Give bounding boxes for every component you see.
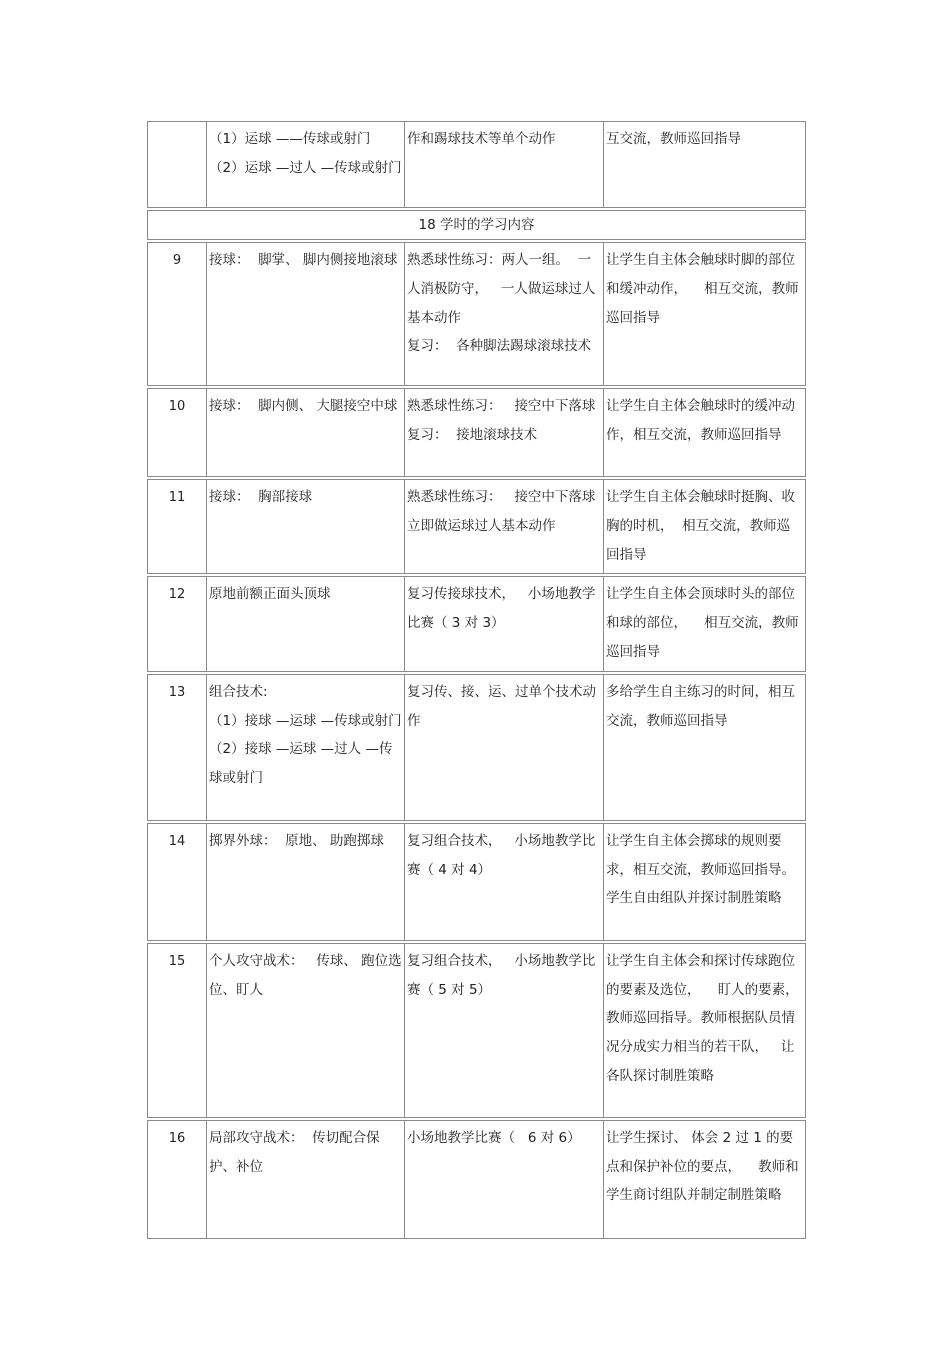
cell-line: 作和踢球技术等单个动作 [407, 131, 556, 147]
content-cell [207, 674, 405, 820]
cell-line: 复习传、接、运、过单个技术动作 [407, 683, 596, 729]
lesson-table [147, 121, 806, 1239]
section-header-row [148, 211, 806, 240]
lesson-number: 11 [148, 480, 207, 574]
cell-line: 互交流，教师巡回指导 [606, 131, 741, 147]
guidance-cell [604, 389, 806, 477]
table-row [148, 480, 806, 574]
cell-line: 接球： 脚内侧、 大腿接空中球 [209, 398, 398, 414]
cell-line: （1）接球 —运球 —传球或射门 [209, 712, 402, 729]
document-page [147, 121, 805, 1239]
cell-line: 多给学生自主练习的时间，相互交流，教师巡回指导 [606, 683, 795, 729]
content-cell [207, 823, 405, 940]
guidance-cell [604, 674, 806, 820]
lesson-number: 10 [148, 389, 207, 477]
cell-line: 让学生自主体会掷球的规则要求，相互交流，教师巡回指导。 学生自由组队并探讨制胜策略 [606, 832, 800, 907]
guidance-cell [604, 243, 806, 386]
cell-line: 掷界外球： 原地、 助跑掷球 [209, 832, 384, 849]
cell-line: 局部攻守战术： 传切配合保护、补位 [209, 1129, 380, 1175]
cell-line: （2）接球 —运球 —过人 —传球或射门 [209, 741, 393, 787]
table-row [148, 1120, 806, 1238]
cell-line: （1）运球 ——传球或射门 [209, 131, 371, 147]
cell-line: 让学生探讨、 体会 2 过 1 的要点和保护补位的要点， 教师和学生商讨组队并制定制胜策略 [606, 1129, 799, 1204]
cell-line: 复习： 各种脚法踢球滚球技术 [407, 338, 592, 355]
table-row [148, 243, 806, 386]
cell-line: 复习组合技术， 小场地教学比赛（ 4 对 4） [407, 832, 596, 878]
guidance-cell [604, 823, 806, 940]
method-cell [405, 122, 604, 208]
content-cell [207, 1120, 405, 1238]
lesson-number: 16 [148, 1120, 207, 1238]
cell-line: 复习组合技术， 小场地教学比赛（ 5 对 5） [407, 952, 596, 998]
table-row [148, 577, 806, 671]
cell-line: 接球： 胸部接球 [209, 489, 313, 505]
guidance-cell [604, 1120, 806, 1238]
method-cell [405, 823, 604, 940]
table-row [148, 674, 806, 820]
table-row [148, 943, 806, 1117]
lesson-number: 13 [148, 674, 207, 820]
cell-line: 熟悉球性练习：两人一组。 一人消极防守， 一人做运球过人基本动作 [407, 252, 596, 326]
guidance-cell [604, 122, 806, 208]
content-cell [207, 943, 405, 1117]
cell-line: 复习传接球技术， 小场地教学比赛（ 3 对 3） [407, 586, 596, 632]
content-cell [207, 243, 405, 386]
cell-line: 组合技术: [209, 683, 268, 700]
cell-line: 熟悉球性练习： 接空中下落球 [407, 398, 596, 414]
lesson-number: 12 [148, 577, 207, 671]
cell-line: 接球： 脚掌、 脚内侧接地滚球 [209, 252, 398, 268]
cell-line: 让学生自主体会触球时的缓冲动作，相互交流，教师巡回指导 [606, 398, 795, 443]
method-cell [405, 943, 604, 1117]
section-title: 18 学时的学习内容 [148, 211, 806, 240]
cell-line: 小场地教学比赛（ 6 对 6） [407, 1129, 581, 1146]
cell-line: 让学生自主体会顶球时头的部位和球的部位， 相互交流，教师巡回指导 [606, 586, 799, 660]
content-cell [207, 577, 405, 671]
cell-line: 让学生自主体会触球时脚的部位和缓冲动作， 相互交流，教师巡回指导 [606, 252, 799, 326]
guidance-cell [604, 480, 806, 574]
table-row [148, 122, 806, 208]
method-cell [405, 1120, 604, 1238]
method-cell [405, 243, 604, 386]
cell-line: 原地前额正面头顶球 [209, 586, 331, 603]
content-cell [207, 122, 405, 208]
method-cell [405, 389, 604, 477]
cell-line: 个人攻守战术： 传球、 跑位选位、盯人 [209, 952, 402, 998]
lesson-number: 15 [148, 943, 207, 1117]
cell-line: 让学生自主体会触球时挺胸、收胸的时机， 相互交流，教师巡回指导 [606, 489, 795, 563]
table-row [148, 823, 806, 940]
cell-line: 熟悉球性练习： 接空中下落球立即做运球过人基本动作 [407, 489, 596, 534]
cell-line: 让学生自主体会和探讨传球跑位的要素及选位， 盯人的要素，教师巡回指导。教师根据队员情况分成实力相当的若干队， 让各队探讨制胜策略 [606, 952, 799, 1084]
table-row [148, 389, 806, 477]
content-cell [207, 480, 405, 574]
cell-line: （2）运球 —过人 —传球或射门 [209, 159, 402, 176]
method-cell [405, 577, 604, 671]
guidance-cell [604, 577, 806, 671]
content-cell [207, 389, 405, 477]
lesson-number: 9 [148, 243, 207, 386]
num-cell [148, 122, 207, 208]
cell-line: 复习： 接地滚球技术 [407, 426, 538, 443]
method-cell [405, 480, 604, 574]
lesson-number: 14 [148, 823, 207, 940]
guidance-cell [604, 943, 806, 1117]
method-cell [405, 674, 604, 820]
